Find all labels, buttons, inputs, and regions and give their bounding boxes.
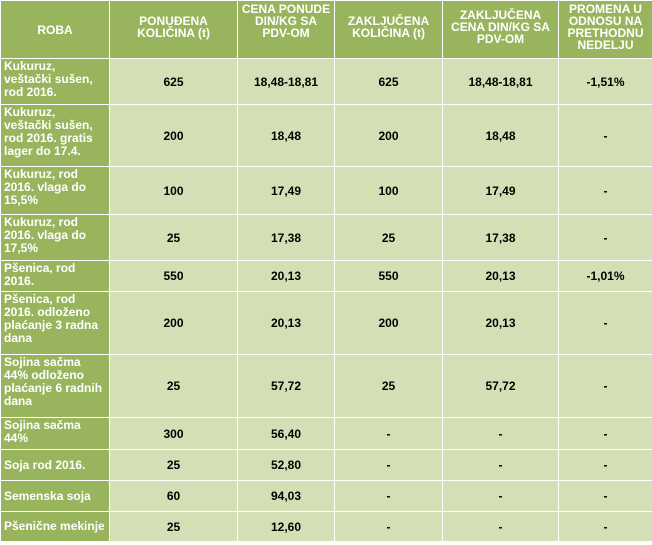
- cell-ponudjena-kolicina: 625: [110, 59, 238, 105]
- cell-roba: Sojina sačma 44% odloženo plaćanje 6 radnih dana: [1, 355, 110, 418]
- cell-roba: Soja rod 2016.: [1, 450, 110, 481]
- cell-cena-ponude: 17,49: [238, 167, 335, 215]
- cell-ponudjena-kolicina: 200: [110, 105, 238, 167]
- cell-ponudjena-kolicina: 60: [110, 481, 238, 512]
- cell-cena-ponude: 20,13: [238, 261, 335, 292]
- table-row: [1, 450, 652, 481]
- cell-cena-ponude: 52,80: [238, 450, 335, 481]
- cell-roba: Pšenica, rod 2016.: [1, 261, 110, 292]
- cell-ponudjena-kolicina: 25: [110, 215, 238, 261]
- cell-zakljucena-cena: 18,48-18,81: [443, 59, 559, 105]
- table-row: [1, 481, 652, 512]
- cell-cena-ponude: 57,72: [238, 355, 335, 418]
- cell-zakljucena-cena: -: [443, 481, 559, 512]
- table-row: [1, 292, 652, 355]
- cell-roba: Semenska soja: [1, 481, 110, 512]
- cell-promena: -: [559, 292, 652, 355]
- table-row: [1, 512, 652, 542]
- cell-zakljucena-kolicina: 25: [335, 215, 443, 261]
- cell-cena-ponude: 12,60: [238, 512, 335, 542]
- cell-promena: -: [559, 167, 652, 215]
- header-promena: PROMENA U ODNOSU NA PRETHODNU NEDELJU: [559, 1, 652, 59]
- table-header: [1, 1, 652, 59]
- cell-ponudjena-kolicina: 100: [110, 167, 238, 215]
- table-row: [1, 261, 652, 292]
- header-zakljucena-cena: ZAKLJUČENA CENA DIN/KG SA PDV-OM: [443, 1, 559, 59]
- cell-zakljucena-cena: 17,38: [443, 215, 559, 261]
- cell-promena: -: [559, 215, 652, 261]
- cell-zakljucena-cena: -: [443, 450, 559, 481]
- cell-zakljucena-kolicina: -: [335, 450, 443, 481]
- cell-zakljucena-cena: -: [443, 512, 559, 542]
- table-row: [1, 59, 652, 105]
- cell-zakljucena-kolicina: 625: [335, 59, 443, 105]
- cell-promena: -: [559, 418, 652, 450]
- header-ponudjena-kolicina: PONUĐENA KOLIČINA (t): [110, 1, 238, 59]
- cell-promena: -: [559, 512, 652, 542]
- cell-roba: Sojina sačma 44%: [1, 418, 110, 450]
- cell-zakljucena-kolicina: 200: [335, 292, 443, 355]
- cell-roba: Kukuruz, rod 2016. vlaga do 15,5%: [1, 167, 110, 215]
- table-body: [1, 59, 652, 542]
- cell-ponudjena-kolicina: 300: [110, 418, 238, 450]
- cell-ponudjena-kolicina: 25: [110, 512, 238, 542]
- cell-ponudjena-kolicina: 200: [110, 292, 238, 355]
- cell-promena: -1,51%: [559, 59, 652, 105]
- cell-roba: Kukuruz, veštački sušen, rod 2016. gratis lager do 17.4.: [1, 105, 110, 167]
- cell-zakljucena-cena: 20,13: [443, 292, 559, 355]
- cell-promena: -: [559, 355, 652, 418]
- cell-zakljucena-kolicina: 100: [335, 167, 443, 215]
- cell-zakljucena-cena: 57,72: [443, 355, 559, 418]
- table-row: [1, 167, 652, 215]
- cell-roba: Kukuruz, rod 2016. vlaga do 17,5%: [1, 215, 110, 261]
- table-row: [1, 355, 652, 418]
- cell-promena: -1,01%: [559, 261, 652, 292]
- cell-ponudjena-kolicina: 25: [110, 450, 238, 481]
- cell-cena-ponude: 18,48: [238, 105, 335, 167]
- cell-zakljucena-cena: 18,48: [443, 105, 559, 167]
- header-roba: ROBA: [1, 1, 110, 59]
- header-zakljucena-kolicina: ZAKLJUČENA KOLIČINA (t): [335, 1, 443, 59]
- cell-promena: -: [559, 105, 652, 167]
- cell-zakljucena-kolicina: -: [335, 512, 443, 542]
- cell-zakljucena-kolicina: 25: [335, 355, 443, 418]
- cell-cena-ponude: 56,40: [238, 418, 335, 450]
- cell-cena-ponude: 18,48-18,81: [238, 59, 335, 105]
- cell-ponudjena-kolicina: 25: [110, 355, 238, 418]
- cell-ponudjena-kolicina: 550: [110, 261, 238, 292]
- table-row: [1, 105, 652, 167]
- cell-zakljucena-kolicina: -: [335, 418, 443, 450]
- cell-cena-ponude: 94,03: [238, 481, 335, 512]
- cell-zakljucena-kolicina: 200: [335, 105, 443, 167]
- cell-zakljucena-kolicina: 550: [335, 261, 443, 292]
- cell-roba: Kukuruz, veštački sušen, rod 2016.: [1, 59, 110, 105]
- cell-promena: -: [559, 481, 652, 512]
- cell-zakljucena-cena: 20,13: [443, 261, 559, 292]
- header-cena-ponude: CENA PONUDE DIN/KG SA PDV-OM: [238, 1, 335, 59]
- cell-roba: Pšenica, rod 2016. odloženo plaćanje 3 radna dana: [1, 292, 110, 355]
- cell-zakljucena-kolicina: -: [335, 481, 443, 512]
- cell-zakljucena-cena: 17,49: [443, 167, 559, 215]
- cell-cena-ponude: 17,38: [238, 215, 335, 261]
- cell-promena: -: [559, 450, 652, 481]
- cell-cena-ponude: 20,13: [238, 292, 335, 355]
- table-row: [1, 215, 652, 261]
- cell-zakljucena-cena: -: [443, 418, 559, 450]
- table-row: [1, 418, 652, 450]
- header-row: [1, 1, 652, 59]
- cell-roba: Pšenične mekinje: [1, 512, 110, 542]
